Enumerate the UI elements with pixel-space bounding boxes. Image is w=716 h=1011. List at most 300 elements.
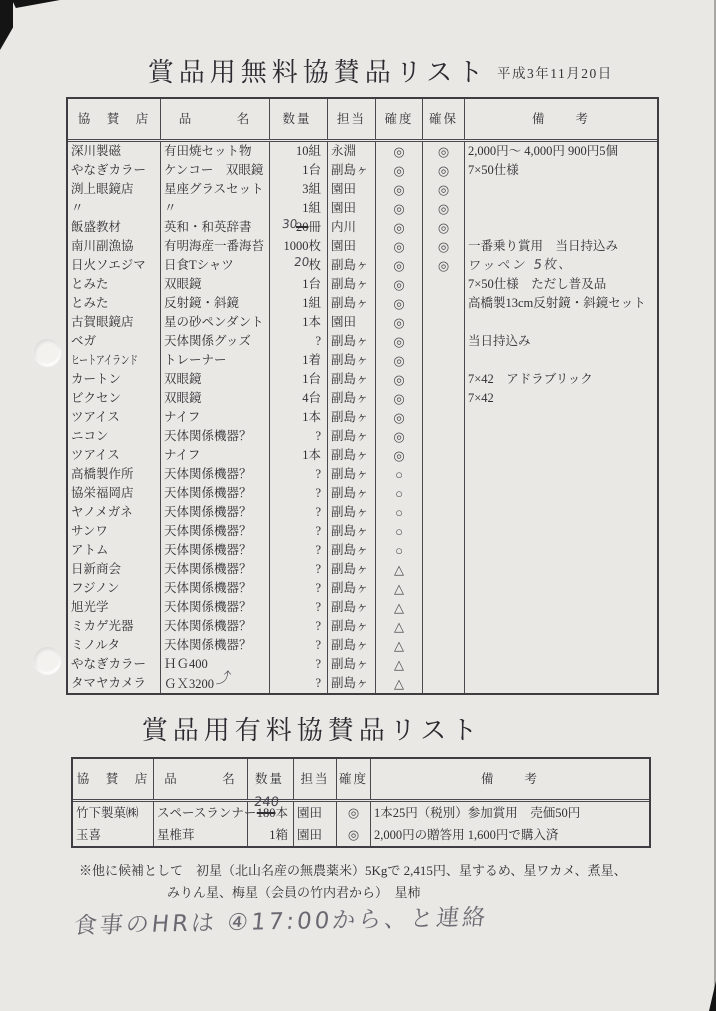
- quantity-cell: [269, 579, 327, 598]
- staff-cell: 副島ヶ: [327, 655, 375, 674]
- certainty-mark: ◎: [375, 408, 422, 427]
- remark-text: 7×42 アドラブリック: [468, 372, 593, 386]
- quantity-cell: [269, 389, 327, 408]
- secured-mark: ◎: [422, 161, 464, 180]
- table-row: [73, 824, 649, 846]
- shop-name: 協栄福岡店: [71, 486, 134, 500]
- table-row: [68, 503, 657, 522]
- staff-cell: 副島ヶ: [327, 370, 375, 389]
- paid-items-table: [71, 757, 651, 848]
- certainty-mark: ◎: [375, 389, 422, 408]
- item-name: 天体関係機器？: [164, 505, 252, 519]
- quantity-text: ?: [315, 429, 321, 443]
- item-cell: [160, 484, 269, 503]
- shop-cell: [68, 237, 160, 256]
- item-cell: [160, 237, 269, 256]
- shop-name: ミカゲ光器: [71, 619, 134, 633]
- staff-cell: 副島ヶ: [327, 427, 375, 446]
- certainty-mark: ◎: [375, 180, 422, 199]
- table-row: [68, 237, 657, 256]
- remarks-cell: [464, 199, 657, 218]
- quantity-cell: [269, 484, 327, 503]
- quantity-text: ?: [315, 562, 321, 576]
- quantity-text: ?: [315, 638, 321, 652]
- secured-mark: ◎: [422, 237, 464, 256]
- shop-cell: [68, 142, 160, 161]
- shop-name: ミノルタ: [71, 638, 121, 652]
- table-row: [68, 351, 657, 370]
- item-name: 天体関係機器？: [164, 600, 252, 614]
- footnote-line-1: ※他に候補として 初星（北山名産の無農薬米）5Kgで 2,415円、星するめ、星ワカメ、煮星、: [79, 863, 627, 878]
- item-cell: [160, 142, 269, 161]
- remarks-cell: [464, 484, 657, 503]
- shop-cell: [68, 503, 160, 522]
- quantity-cell: [269, 351, 327, 370]
- scan-artifact-bottom-right: [709, 981, 716, 1011]
- table-row: [68, 218, 657, 237]
- certainty-mark: ◎: [375, 351, 422, 370]
- item-name: 天体関係機器？: [164, 486, 252, 500]
- certainty-mark: ◎: [375, 256, 422, 275]
- quantity-cell: [269, 275, 327, 294]
- quantity-text: 1着: [302, 353, 321, 367]
- remarks-cell: [464, 275, 657, 294]
- certainty-mark: △: [375, 636, 422, 655]
- secured-mark: ◎: [422, 199, 464, 218]
- staff-cell: 園田: [327, 180, 375, 199]
- table-row: [68, 541, 657, 560]
- header-certainty: 確度: [375, 99, 422, 139]
- table-row: [68, 465, 657, 484]
- item-name: 天体関係機器？: [164, 429, 252, 443]
- header-staff: 担当: [293, 759, 336, 799]
- remark-text: 7×50仕様 ただし普及品: [468, 277, 607, 291]
- shop-cell: [68, 522, 160, 541]
- certainty-mark: ◎: [375, 446, 422, 465]
- paid-list-title: 賞品用有料協賛品リスト: [141, 716, 483, 745]
- handwritten-quantity: 240: [253, 795, 280, 810]
- remarks-cell: [464, 389, 657, 408]
- quantity-text: 1000枚: [283, 239, 321, 253]
- item-cell: [160, 370, 269, 389]
- quantity-cell: [269, 636, 327, 655]
- staff-cell: 副島ヶ: [327, 484, 375, 503]
- item-cell: [160, 522, 269, 541]
- table-row: [68, 636, 657, 655]
- shop-cell: [68, 370, 160, 389]
- shop-cell: [68, 256, 160, 275]
- shop-cell: [68, 332, 160, 351]
- item-cell: [160, 669, 269, 693]
- remarks-cell: [464, 674, 657, 693]
- secured-mark: ◎: [422, 180, 464, 199]
- remarks-cell: [464, 218, 657, 237]
- staff-cell: 副島ヶ: [327, 256, 375, 275]
- staff-cell: 副島ヶ: [327, 294, 375, 313]
- header-certainty: 確度: [336, 759, 370, 799]
- item-cell: [160, 351, 269, 370]
- staff-cell: 副島ヶ: [327, 465, 375, 484]
- remarks-cell: [464, 655, 657, 674]
- quantity-cell: [269, 522, 327, 541]
- quantity-text: ?: [315, 600, 321, 614]
- quantity-text: ?: [315, 524, 321, 538]
- certainty-mark: △: [375, 579, 422, 598]
- certainty-mark: △: [375, 560, 422, 579]
- remarks-cell: [464, 408, 657, 427]
- staff-cell: 園田: [293, 824, 336, 846]
- certainty-mark: ◎: [375, 275, 422, 294]
- remarks-cell: [464, 541, 657, 560]
- remarks-cell: [464, 522, 657, 541]
- quantity-text: 枚: [308, 258, 321, 272]
- paid-items-table-body: [73, 795, 649, 846]
- header-qty: 数量: [247, 759, 293, 799]
- shop-name: ツアイス: [71, 410, 120, 424]
- shop-name: 古賀眼鏡店: [71, 315, 134, 329]
- quantity-cell: [269, 142, 327, 161]
- secured-mark: [422, 294, 464, 313]
- secured-mark: [422, 408, 464, 427]
- item-cell: [160, 313, 269, 332]
- remark-text: 7×42: [468, 391, 494, 405]
- certainty-mark: ◎: [375, 294, 422, 313]
- shop-name: サンワ: [71, 524, 108, 538]
- remarks-cell: [464, 636, 657, 655]
- item-name: 天体関係機器？: [164, 581, 252, 595]
- quantity-cell: [269, 294, 327, 313]
- secured-mark: [422, 484, 464, 503]
- staff-cell: 園田: [327, 313, 375, 332]
- scan-artifact-top-left: [0, 0, 13, 50]
- item-name: ＧＸ3200: [164, 677, 215, 691]
- shop-name: 渕上眼鏡店: [71, 182, 134, 196]
- staff-cell: 副島ヶ: [327, 636, 375, 655]
- header-remarks: 備 考: [370, 759, 649, 799]
- quantity-text: 1組: [302, 296, 321, 310]
- header-qty: 数量: [269, 99, 327, 139]
- shop-name: ビクセン: [71, 391, 122, 405]
- quantity-text: ?: [315, 486, 321, 500]
- shop-name: ツアイス: [71, 448, 120, 462]
- quantity-cell: [269, 180, 327, 199]
- item-cell: [160, 180, 269, 199]
- certainty-mark: ○: [375, 465, 422, 484]
- shop-cell: [68, 199, 160, 218]
- quantity-cell: [269, 313, 327, 332]
- remark-text: 高橋製13cm反射鏡・斜鏡セット: [468, 296, 646, 310]
- item-name: 天体関係機器？: [164, 543, 252, 557]
- punch-hole: [34, 339, 61, 366]
- quantity-text: ?: [315, 467, 321, 481]
- quantity-text: 1箱: [269, 828, 288, 842]
- shop-cell: [68, 446, 160, 465]
- item-name: 有明海産一番海苔: [164, 239, 265, 253]
- shop-cell: [68, 180, 160, 199]
- header-remarks: 備 考: [464, 99, 657, 139]
- scan-artifact-fold: [12, 0, 60, 8]
- certainty-mark: △: [375, 598, 422, 617]
- item-cell: [160, 256, 269, 275]
- shop-name: タマヤカメラ: [71, 676, 147, 690]
- secured-mark: [422, 598, 464, 617]
- secured-mark: [422, 674, 464, 693]
- item-cell: [160, 199, 269, 218]
- remarks-cell: [464, 598, 657, 617]
- item-name: 日食Tシャツ: [164, 258, 234, 272]
- struck-quantity: 180: [256, 806, 276, 820]
- item-name: 双眼鏡: [164, 277, 202, 291]
- shop-name: ベガ: [71, 334, 97, 348]
- shop-name: フジノン: [71, 581, 120, 595]
- shop-cell: [68, 598, 160, 617]
- remarks-cell: [464, 332, 657, 351]
- item-name: ケンコー 双眼鏡: [164, 163, 264, 177]
- staff-cell: 園田: [327, 199, 375, 218]
- certainty-mark: △: [375, 617, 422, 636]
- secured-mark: [422, 332, 464, 351]
- certainty-mark: ◎: [375, 237, 422, 256]
- certainty-mark: ◎: [375, 313, 422, 332]
- certainty-mark: △: [375, 655, 422, 674]
- quantity-text: ?: [315, 619, 321, 633]
- table-row: [68, 199, 657, 218]
- secured-mark: [422, 560, 464, 579]
- shop-name: 南川副漁協: [71, 239, 134, 253]
- quantity-text: 本: [275, 806, 288, 820]
- secured-mark: [422, 313, 464, 332]
- staff-cell: 副島ヶ: [327, 408, 375, 427]
- shop-cell: [68, 351, 160, 370]
- item-name: 有田焼セット物: [164, 144, 252, 158]
- shop-name: 旭光学: [71, 600, 109, 614]
- table-row: [68, 332, 657, 351]
- certainty-mark: ◎: [336, 802, 370, 824]
- quantity-text: ?: [315, 334, 321, 348]
- shop-cell: [68, 408, 160, 427]
- item-name: ナイフ: [164, 448, 201, 462]
- table-header-row: [68, 99, 657, 142]
- shop-name: ヤノメガネ: [71, 505, 133, 519]
- shop-cell: [68, 313, 160, 332]
- staff-cell: 永淵: [327, 142, 375, 161]
- quantity-cell: [269, 408, 327, 427]
- shop-cell: [68, 275, 160, 294]
- remarks-cell: [464, 237, 657, 256]
- remark-text: 2,000円の贈答用 1,600円で購入済: [374, 828, 559, 842]
- shop-name: とみた: [71, 277, 109, 291]
- certainty-mark: △: [375, 674, 422, 693]
- certainty-mark: ◎: [336, 824, 370, 846]
- item-name: 天体関係機器？: [164, 638, 252, 652]
- quantity-text: 1本: [302, 448, 321, 462]
- quantity-cell: [269, 427, 327, 446]
- item-name: 天体関係機器？: [164, 524, 252, 538]
- item-cell: [160, 617, 269, 636]
- shop-cell: [68, 465, 160, 484]
- item-cell: [160, 427, 269, 446]
- staff-cell: 副島ヶ: [327, 674, 375, 693]
- secured-mark: [422, 370, 464, 389]
- shop-name: 深川製磁: [71, 144, 122, 158]
- staff-cell: 副島ヶ: [327, 161, 375, 180]
- remarks-cell: [464, 465, 657, 484]
- shop-name: アトム: [71, 543, 109, 557]
- remarks-cell: [464, 351, 657, 370]
- secured-mark: ◎: [422, 218, 464, 237]
- quantity-cell: [269, 598, 327, 617]
- shop-name: やなぎカラー: [71, 163, 147, 177]
- item-cell: [153, 802, 257, 824]
- free-list-title: 賞品用無料協賛品リスト: [147, 58, 489, 87]
- item-name: ナイフ: [164, 410, 201, 424]
- staff-cell: 副島ヶ: [327, 389, 375, 408]
- secured-mark: [422, 427, 464, 446]
- handwritten-memo: 食事のHRは ④17:00から、と連絡: [72, 904, 490, 940]
- shop-cell: [73, 802, 153, 824]
- secured-mark: [422, 579, 464, 598]
- secured-mark: [422, 636, 464, 655]
- quantity-cell: [269, 332, 327, 351]
- staff-cell: 副島ヶ: [327, 351, 375, 370]
- item-cell: [160, 408, 269, 427]
- remark-text: 1本25円（税別）参加賞用 売価50円: [374, 806, 581, 820]
- item-cell: [160, 541, 269, 560]
- item-name: トレーナー: [164, 353, 227, 367]
- item-name: 双眼鏡: [164, 372, 202, 386]
- quantity-cell: [269, 541, 327, 560]
- quantity-cell: [269, 655, 327, 674]
- remarks-cell: [464, 446, 657, 465]
- item-cell: [160, 655, 269, 674]
- table-row: [68, 446, 657, 465]
- remarks-cell: [464, 503, 657, 522]
- quantity-text: ?: [315, 676, 321, 690]
- item-cell: [160, 446, 269, 465]
- item-name: 星座グラスセット: [164, 182, 264, 196]
- table-row: [68, 598, 657, 617]
- shop-cell: [68, 427, 160, 446]
- quantity-cell: [269, 370, 327, 389]
- quantity-text: 1本: [302, 315, 321, 329]
- staff-cell: 副島ヶ: [327, 332, 375, 351]
- secured-mark: [422, 541, 464, 560]
- item-cell: [160, 332, 269, 351]
- shop-cell: [68, 294, 160, 313]
- remarks-cell: [464, 313, 657, 332]
- certainty-mark: ◎: [375, 199, 422, 218]
- staff-cell: 副島ヶ: [327, 275, 375, 294]
- item-name: 反射鏡・斜鏡: [164, 296, 240, 310]
- item-name: 星の砂ペンダント: [164, 315, 264, 329]
- certainty-mark: ○: [375, 522, 422, 541]
- header-secured: 確保: [422, 99, 464, 139]
- table-row: [68, 313, 657, 332]
- remark-text: 7×50仕様: [468, 163, 519, 177]
- quantity-text: 1台: [302, 277, 321, 291]
- table-row: [68, 370, 657, 389]
- item-cell: [160, 636, 269, 655]
- header-shop: 協 賛 店: [76, 772, 150, 786]
- shop-name: 高橋製作所: [71, 467, 134, 481]
- item-name: ＨＧ400: [164, 657, 208, 671]
- shop-name: 玉喜: [76, 828, 102, 842]
- quantity-text: 1台: [302, 163, 321, 177]
- handwritten-remark: ワッペン 5枚、: [466, 257, 576, 274]
- shop-name: 竹下製菓㈱: [76, 806, 139, 820]
- item-name: 英和・和英辞書: [164, 220, 252, 234]
- item-name: 〃: [164, 201, 177, 215]
- item-cell: [160, 560, 269, 579]
- remarks-cell: [464, 560, 657, 579]
- quantity-text: 10組: [295, 144, 321, 158]
- table-row: [68, 256, 657, 275]
- certainty-mark: ◎: [375, 142, 422, 161]
- item-name: スペースランナー: [157, 806, 257, 820]
- item-cell: [160, 503, 269, 522]
- quantity-text: 1組: [302, 201, 321, 215]
- staff-cell: 園田: [293, 802, 336, 824]
- table-row: [73, 795, 649, 824]
- quantity-cell: [247, 795, 293, 824]
- item-name: 双眼鏡: [164, 391, 202, 405]
- secured-mark: [422, 446, 464, 465]
- remarks-cell: [464, 256, 657, 275]
- table-row: [68, 617, 657, 636]
- table-row: [68, 669, 657, 693]
- certainty-mark: ○: [375, 503, 422, 522]
- shop-cell: [68, 541, 160, 560]
- certainty-mark: ◎: [375, 332, 422, 351]
- certainty-mark: ○: [375, 484, 422, 503]
- staff-cell: 副島ヶ: [327, 541, 375, 560]
- table-row: [68, 522, 657, 541]
- item-name: 天体関係機器？: [164, 619, 252, 633]
- shop-cell: [68, 484, 160, 503]
- remarks-cell: [464, 161, 657, 180]
- secured-mark: [422, 503, 464, 522]
- remarks-cell: [464, 617, 657, 636]
- shop-cell: [68, 579, 160, 598]
- table-header-row: [73, 759, 649, 802]
- staff-cell: 副島ヶ: [327, 598, 375, 617]
- certainty-mark: ◎: [375, 161, 422, 180]
- secured-mark: [422, 275, 464, 294]
- quantity-cell: [269, 465, 327, 484]
- quantity-cell: [269, 503, 327, 522]
- item-cell: [160, 294, 269, 313]
- quantity-cell: [269, 446, 327, 465]
- document-date: 平成3年11月20日: [497, 66, 613, 81]
- shop-cell: [68, 674, 160, 693]
- item-name: 天体関係機器？: [164, 562, 252, 576]
- shop-name: ニコン: [71, 429, 109, 443]
- quantity-cell: [247, 824, 293, 846]
- table-row: [68, 484, 657, 503]
- secured-mark: ◎: [422, 256, 464, 275]
- quantity-cell: [269, 256, 327, 275]
- staff-cell: 内川: [327, 218, 375, 237]
- table-row: [68, 408, 657, 427]
- quantity-text: 3組: [302, 182, 321, 196]
- table-row: [68, 560, 657, 579]
- item-name: 天体関係機器？: [164, 467, 252, 481]
- shop-name: やなぎカラー: [71, 657, 147, 671]
- remark-text: 一番乗り賞用 当日持込み: [468, 239, 619, 253]
- shop-name: ヒートアイランド: [71, 353, 138, 367]
- staff-cell: 副島ヶ: [327, 579, 375, 598]
- item-cell: [160, 389, 269, 408]
